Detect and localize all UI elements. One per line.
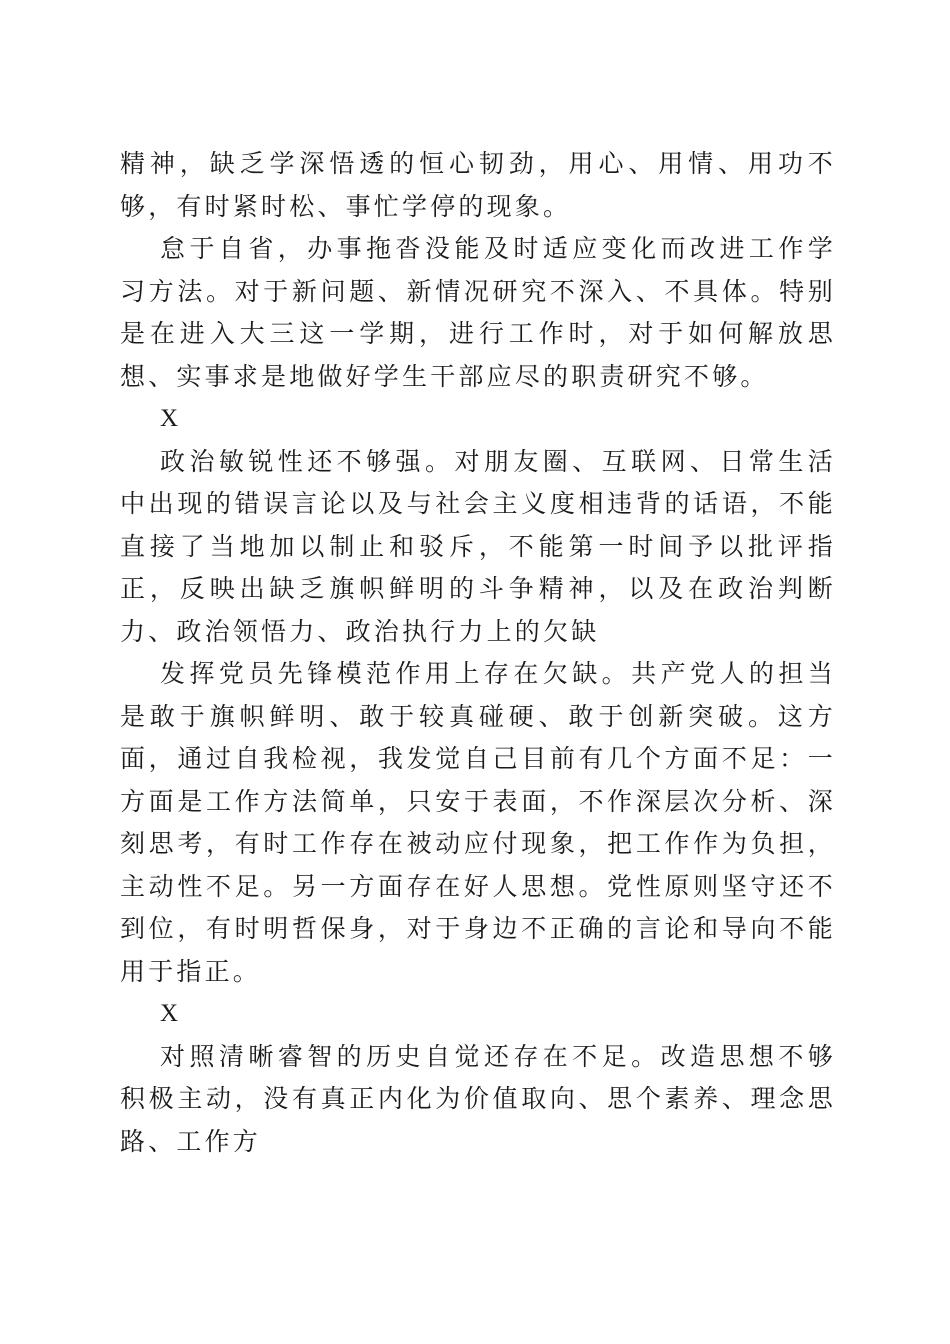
section-marker: X [160,1000,179,1027]
paragraph-historical-awareness: 对照清晰睿智的历史自觉还存在不足。改造思想不够积极主动，没有真正内化为价值取向、思个素养、理念思路、工作方 [120,1041,836,1156]
document-body [120,143,836,1163]
paragraph-self-reflection: 怠于自省，办事拖沓没能及时适应变化而改进工作学习方法。对于新问题、新情况研究不深入、不具体。特别是在进入大三这一学期，进行工作时，对于如何解放思想、实事求是地做好学生干部应尽的职责研究不够。 [120,234,836,391]
paragraph-party-member-role: 发挥党员先锋模范作用上存在欠缺。共产党人的担当是敢于旗帜鲜明、敢于较真碰硬、敢于创新突破。这方面，通过自我检视，我发觉自己目前有几个方面不足：一方面是工作方法简单，只安于表面，不作深层次分析、深刻思考，有时工作存在被动应付现象，把工作作为负担，主动性不足。另一方面存在好人思想。党性原则坚守还不到位，有时明哲保身，对于身边不正确的言论和导向不能用于指正。 [120,659,836,986]
paragraph-continuation: 精神，缺乏学深悟透的恒心韧劲，用心、用情、用功不够，有时紧时松、事忙学停的现象。 [120,149,836,221]
paragraph-political-sensitivity: 政治敏锐性还不够强。对朋友圈、互联网、日常生活中出现的错误言论以及与社会主义度相违背的话语，不能直接了当地加以制止和驳斥，不能第一时间予以批评指正，反映出缺乏旗帜鲜明的斗争精神，以及在政治判断力、政治领悟力、政治执行力上的欠缺 [120,446,836,646]
section-marker: X [160,405,179,432]
